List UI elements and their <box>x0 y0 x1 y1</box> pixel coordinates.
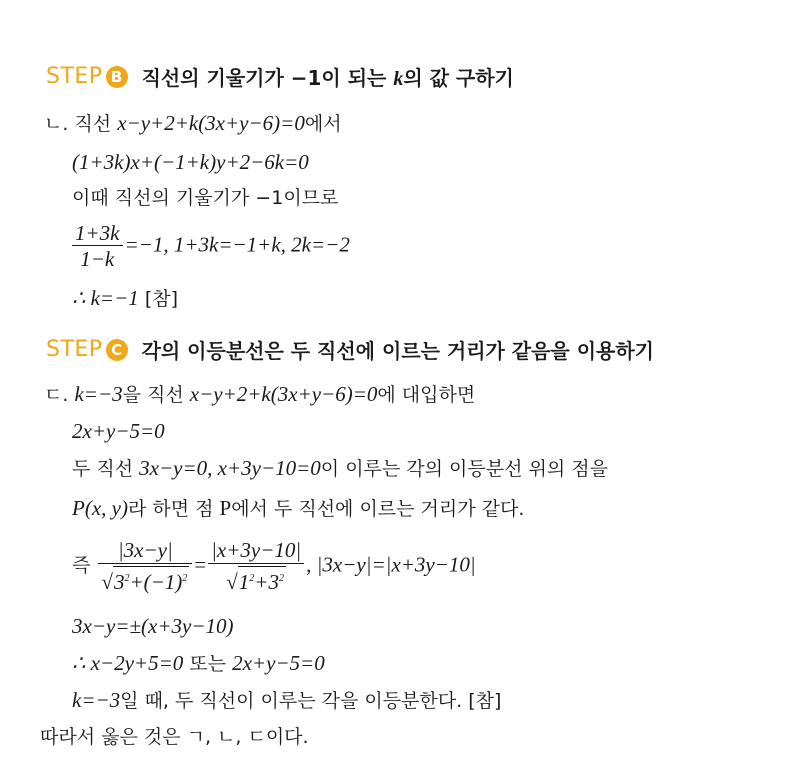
part-b-line-5: ∴ k=−1 [참] <box>72 286 179 310</box>
distance-fraction-2: $\frac{|x+3y-10|}{√1^2+3^2}$ <box>208 538 304 594</box>
part-b-line-3: 이때 직선의 기울기가 −1이므로 <box>72 187 339 209</box>
step-label: STEP <box>46 64 103 89</box>
step-b-badge: B <box>106 66 128 88</box>
part-b-line-4: $\frac{1+3k}{1-k}$ =−1, 1+3k=−1+k, 2k=−2 <box>70 222 350 270</box>
part-c-line-5: 즉 $\frac{|3x-y|}{√3^2+(-1)^2}$ = $\frac{|x+3y-10|}{√1^2+3^2}$ , |3x−y|=|x+3y−10| <box>72 538 476 594</box>
part-c-line-4: P(x, y)라 하면 점 P에서 두 직선에 이르는 거리가 같다. <box>72 496 525 520</box>
step-c-header <box>46 335 654 364</box>
part-c-line-1: ㄷ. k=−3을 직선 x−y+2+k(3x+y−6)=0에 대입하면 <box>44 382 476 406</box>
step-c-title: 각의 이등분선은 두 직선에 이르는 거리가 같음을 이용하기 <box>141 339 654 363</box>
part-b-line-1: ㄴ. 직선 x−y+2+k(3x+y−6)=0에서 <box>44 111 342 135</box>
part-c-line-3: 두 직선 3x−y=0, x+3y−10=0이 이루는 각의 이등분선 위의 점을 <box>72 456 608 480</box>
step-b-header <box>46 62 514 91</box>
part-c-line-8: k=−3일 때, 두 직선이 이루는 각을 이등분한다. [참] <box>72 688 502 712</box>
step-c-badge: C <box>106 339 128 361</box>
part-c-line-2: 2x+y−5=0 <box>72 419 165 443</box>
slope-fraction: $\frac{1+3k}{1-k}$ <box>72 222 123 270</box>
step-b-title: 직선의 기울기가 −1이 되는 k의 값 구하기 <box>141 66 514 90</box>
part-c-line-7: ∴ x−2y+5=0 또는 2x+y−5=0 <box>72 651 325 675</box>
part-b-line-2: (1+3k)x+(−1+k)y+2−6k=0 <box>72 150 309 174</box>
distance-fraction-1: $\frac{|3x-y|}{√3^2+(-1)^2}$ <box>98 538 192 594</box>
part-c-line-6: 3x−y=±(x+3y−10) <box>72 614 234 638</box>
step-label: STEP <box>46 337 103 362</box>
conclusion: 따라서 옳은 것은 ㄱ, ㄴ, ㄷ이다. <box>40 726 309 748</box>
